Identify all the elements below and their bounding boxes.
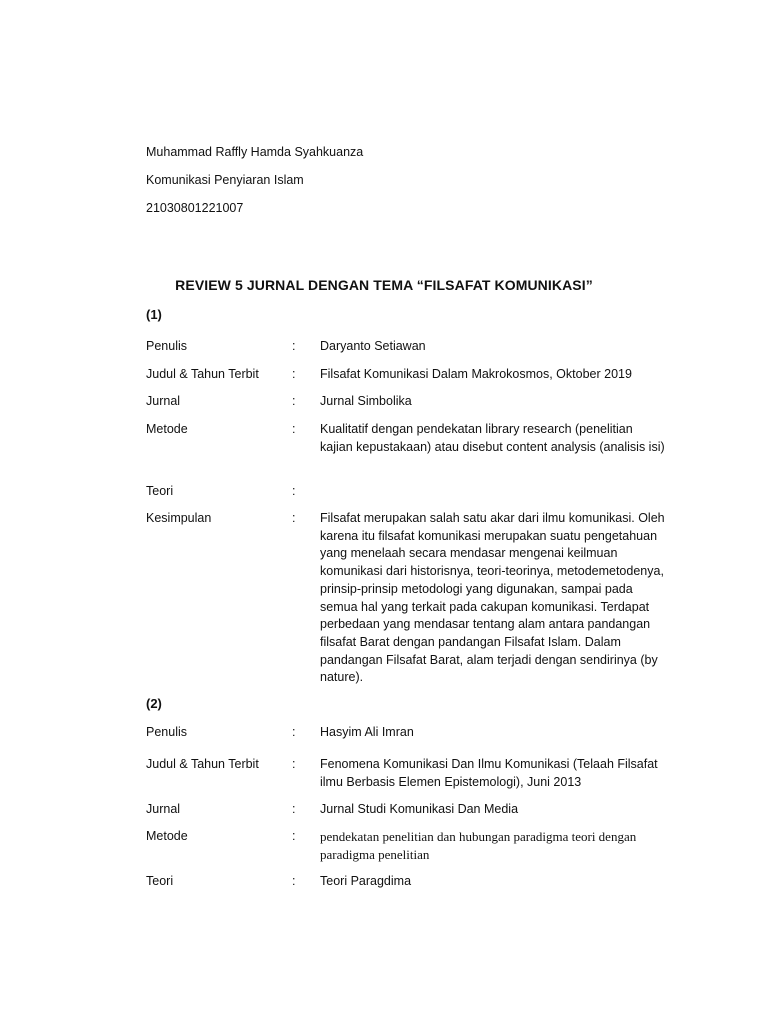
judul-value: Filsafat Komunikasi Dalam Makrokosmos, Oktober 2019 — [320, 367, 632, 381]
review-2-judul-row — [146, 756, 666, 791]
colon: : — [292, 802, 296, 816]
metode-label: Metode — [146, 422, 188, 436]
penulis-label: Penulis — [146, 339, 187, 353]
review-1-penulis-row — [146, 338, 666, 356]
teori-label: Teori — [146, 874, 174, 888]
review-1-kesimpulan-row — [146, 510, 666, 687]
judul-label: Judul & Tahun Terbit — [146, 757, 259, 771]
author-student-id: 21030801221007 — [146, 201, 244, 215]
jurnal-value: Jurnal Simbolika — [320, 394, 412, 408]
colon: : — [292, 829, 296, 843]
metode-value: pendekatan penelitian dan hubungan paradigma teori dengan paradigma penelitian — [320, 829, 637, 862]
judul-label: Judul & Tahun Terbit — [146, 367, 259, 381]
document-title: REVIEW 5 JURNAL DENGAN TEMA “FILSAFAT KOMUNIKASI” — [175, 277, 593, 293]
review-1-teori-row — [146, 483, 666, 501]
colon: : — [292, 511, 296, 525]
jurnal-label: Jurnal — [146, 802, 181, 816]
metode-value: Kualitatif dengan pendekatan library research (penelitian kajian kepustakaan) atau disebut content analysis (analisis isi) — [320, 422, 665, 454]
jurnal-label: Jurnal — [146, 394, 181, 408]
colon: : — [292, 394, 296, 408]
judul-value: Fenomena Komunikasi Dan Ilmu Komunikasi (Telaah Filsafat ilmu Berbasis Elemen Epistemologi), Juni 2013 — [320, 757, 658, 789]
review-2-penulis-row — [146, 724, 666, 742]
review-2-number: (2) — [146, 696, 162, 711]
author-name: Muhammad Raffly Hamda Syahkuanza — [146, 145, 364, 159]
kesimpulan-label: Kesimpulan — [146, 511, 212, 525]
penulis-value: Daryanto Setiawan — [320, 339, 426, 353]
penulis-value: Hasyim Ali Imran — [320, 725, 414, 739]
review-1-metode-row — [146, 421, 666, 456]
teori-label: Teori — [146, 484, 174, 498]
colon: : — [292, 484, 296, 498]
author-program: Komunikasi Penyiaran Islam — [146, 173, 304, 187]
teori-value: Teori Paragdima — [320, 874, 412, 888]
author-info — [146, 138, 363, 222]
colon: : — [292, 339, 296, 353]
kesimpulan-value: Filsafat merupakan salah satu akar dari ilmu komunikasi. Oleh karena itu filsafat komunikasi merupakan suatu pengetahuan yang menelaah secara mendasar mengenai keilmuan komunikasi dari historisnya, teori-teorinya, metodemetodenya, prinsip-prinsip metodologi yang digunakan, sampai pada semua hal yang terkait pada cakupan komunikasi. Terdapat perbedaan yang mendasar tentang alam antara pandangan filsafat Barat dengan pandangan Filsafat Islam. Dalam pandangan Filsafat Barat, alam terjadi dengan sendirinya (by nature). — [320, 511, 665, 685]
colon: : — [292, 757, 296, 771]
penulis-label: Penulis — [146, 725, 187, 739]
review-2-jurnal-row — [146, 801, 666, 819]
teori-value — [320, 483, 665, 501]
review-1-judul-row — [146, 366, 666, 384]
colon: : — [292, 725, 296, 739]
review-2-metode-row — [146, 828, 666, 863]
colon: : — [292, 874, 296, 888]
metode-label: Metode — [146, 829, 188, 843]
review-1-number: (1) — [146, 307, 162, 322]
jurnal-value: Jurnal Studi Komunikasi Dan Media — [320, 802, 519, 816]
review-2-teori-row — [146, 873, 666, 891]
colon: : — [292, 422, 296, 436]
review-1-jurnal-row — [146, 393, 666, 411]
colon: : — [292, 367, 296, 381]
